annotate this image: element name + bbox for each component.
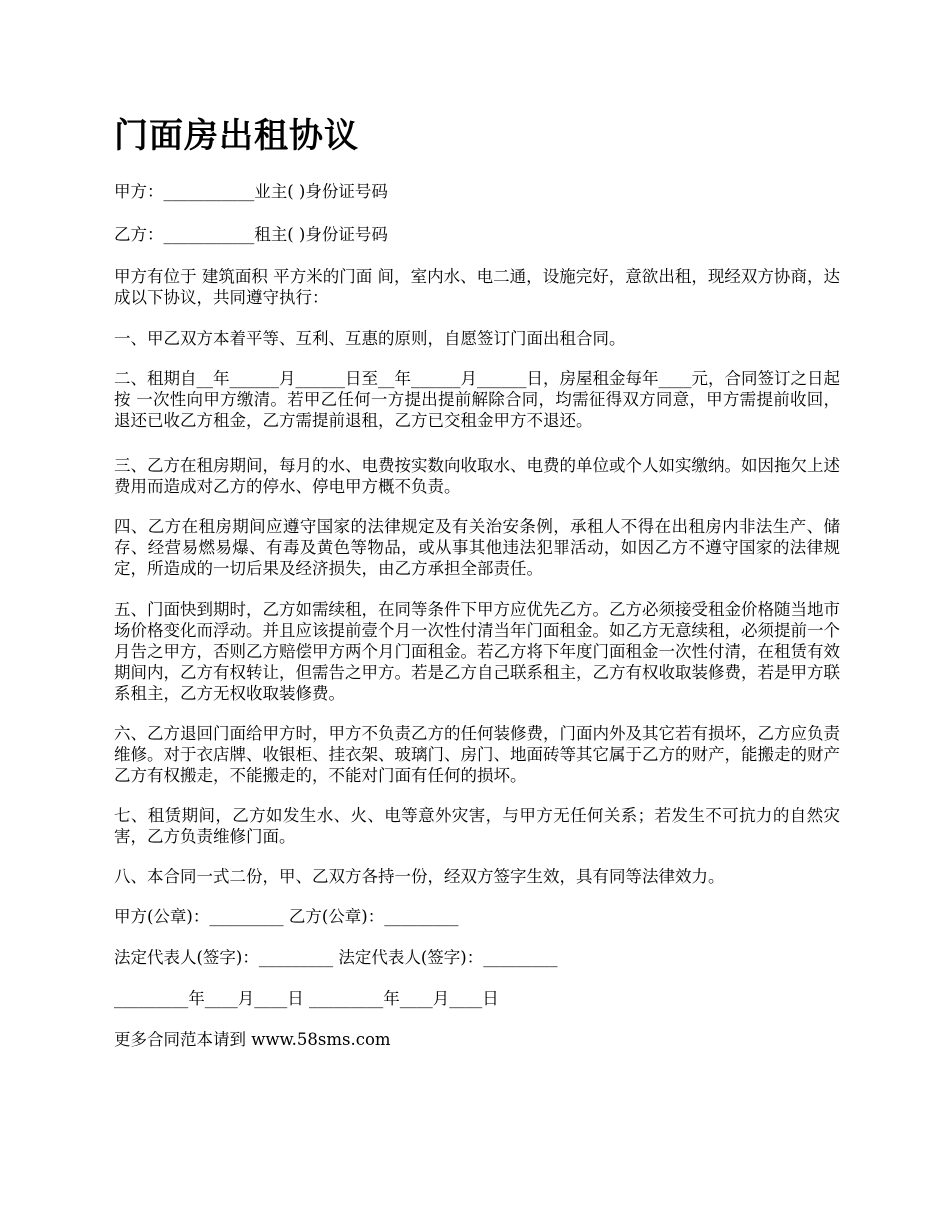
clause-4: 四、乙方在租房期间应遵守国家的法律规定及有关治安条例，承租人不得在出租房内非法生产、储存、经营易燃易爆、有毒及黄色等物品，或从事其他违法犯罪活动，如因乙方不遵守国家的法律规定，所造成的一切后果及经济损失，由乙方承担全部责任。: [114, 517, 840, 578]
document-title: 门面房出租协议: [114, 116, 359, 156]
clause-8: 八、本合同一式二份，甲、乙双方各持一份，经双方签字生效，具有同等法律效力。: [114, 867, 725, 886]
clause-3: 三、乙方在租房期间，每月的水、电费按实数向收取水、电费的单位或个人如实缴纳。如因拖欠上述费用而造成对乙方的停水、停电甲方概不负责。: [114, 456, 840, 496]
party-a-line: 甲方：___________业主( )身份证号码: [114, 182, 388, 201]
clause-6: 六、乙方退回门面给甲方时，甲方不负责乙方的任何装修费，门面内外及其它若有损坏，乙方应负责维修。对于衣店牌、收银柜、挂衣架、玻璃门、房门、地面砖等其它属于乙方的财产，能搬走的财产乙方有权搬走，不能搬走的，不能对门面有任何的损坏。: [114, 724, 840, 785]
signature-date-line: _________年____月____日 _________年____月____日: [114, 989, 499, 1008]
party-b-line: 乙方：___________租主( )身份证号码: [114, 225, 388, 244]
signature-representative-line: 法定代表人(签字)：_________ 法定代表人(签字)：_________: [114, 948, 558, 967]
clause-2: 二、租期自__年______月______日至__年______月______日，房屋租金每年____元，合同签订之日起按 一次性向甲方缴清。若甲乙任何一方提出提前解除合同，均需征得双方同意，甲方需提前收回，退还已收乙方租金，乙方需提前退租，乙方已交租金甲方不退还。: [114, 369, 840, 430]
clause-5: 五、门面快到期时，乙方如需续租，在同等条件下甲方应优先乙方。乙方必须接受租金价格随当地市场价格变化而浮动。并且应该提前壹个月一次性付清当年门面租金。如乙方无意续租，必须提前一个月告之甲方，否则乙方赔偿甲方两个月门面租金。若乙方将下年度门面租金一次性付清，在租赁有效期间内，乙方有权转让，但需告之甲方。若是乙方自己联系租主，乙方有权收取装修费，若是甲方联系租主，乙方无权收取装修费。: [114, 600, 840, 703]
clause-7: 七、租赁期间，乙方如发生水、火、电等意外灾害，与甲方无任何关系；若发生不可抗力的自然灾害，乙方负责维修门面。: [114, 806, 840, 846]
signature-seal-line: 甲方(公章)：_________ 乙方(公章)：_________: [114, 907, 459, 926]
intro-paragraph: 甲方有位于 建筑面积 平方米的门面 间，室内水、电二通，设施完好，意欲出租，现经双方协商，达成以下协议，共同遵守执行：: [114, 267, 840, 307]
footer-link-text: 更多合同范本请到 www.58sms.com: [114, 1030, 391, 1049]
clause-1: 一、甲乙双方本着平等、互利、互惠的原则，自愿签订门面出租合同。: [114, 329, 626, 348]
